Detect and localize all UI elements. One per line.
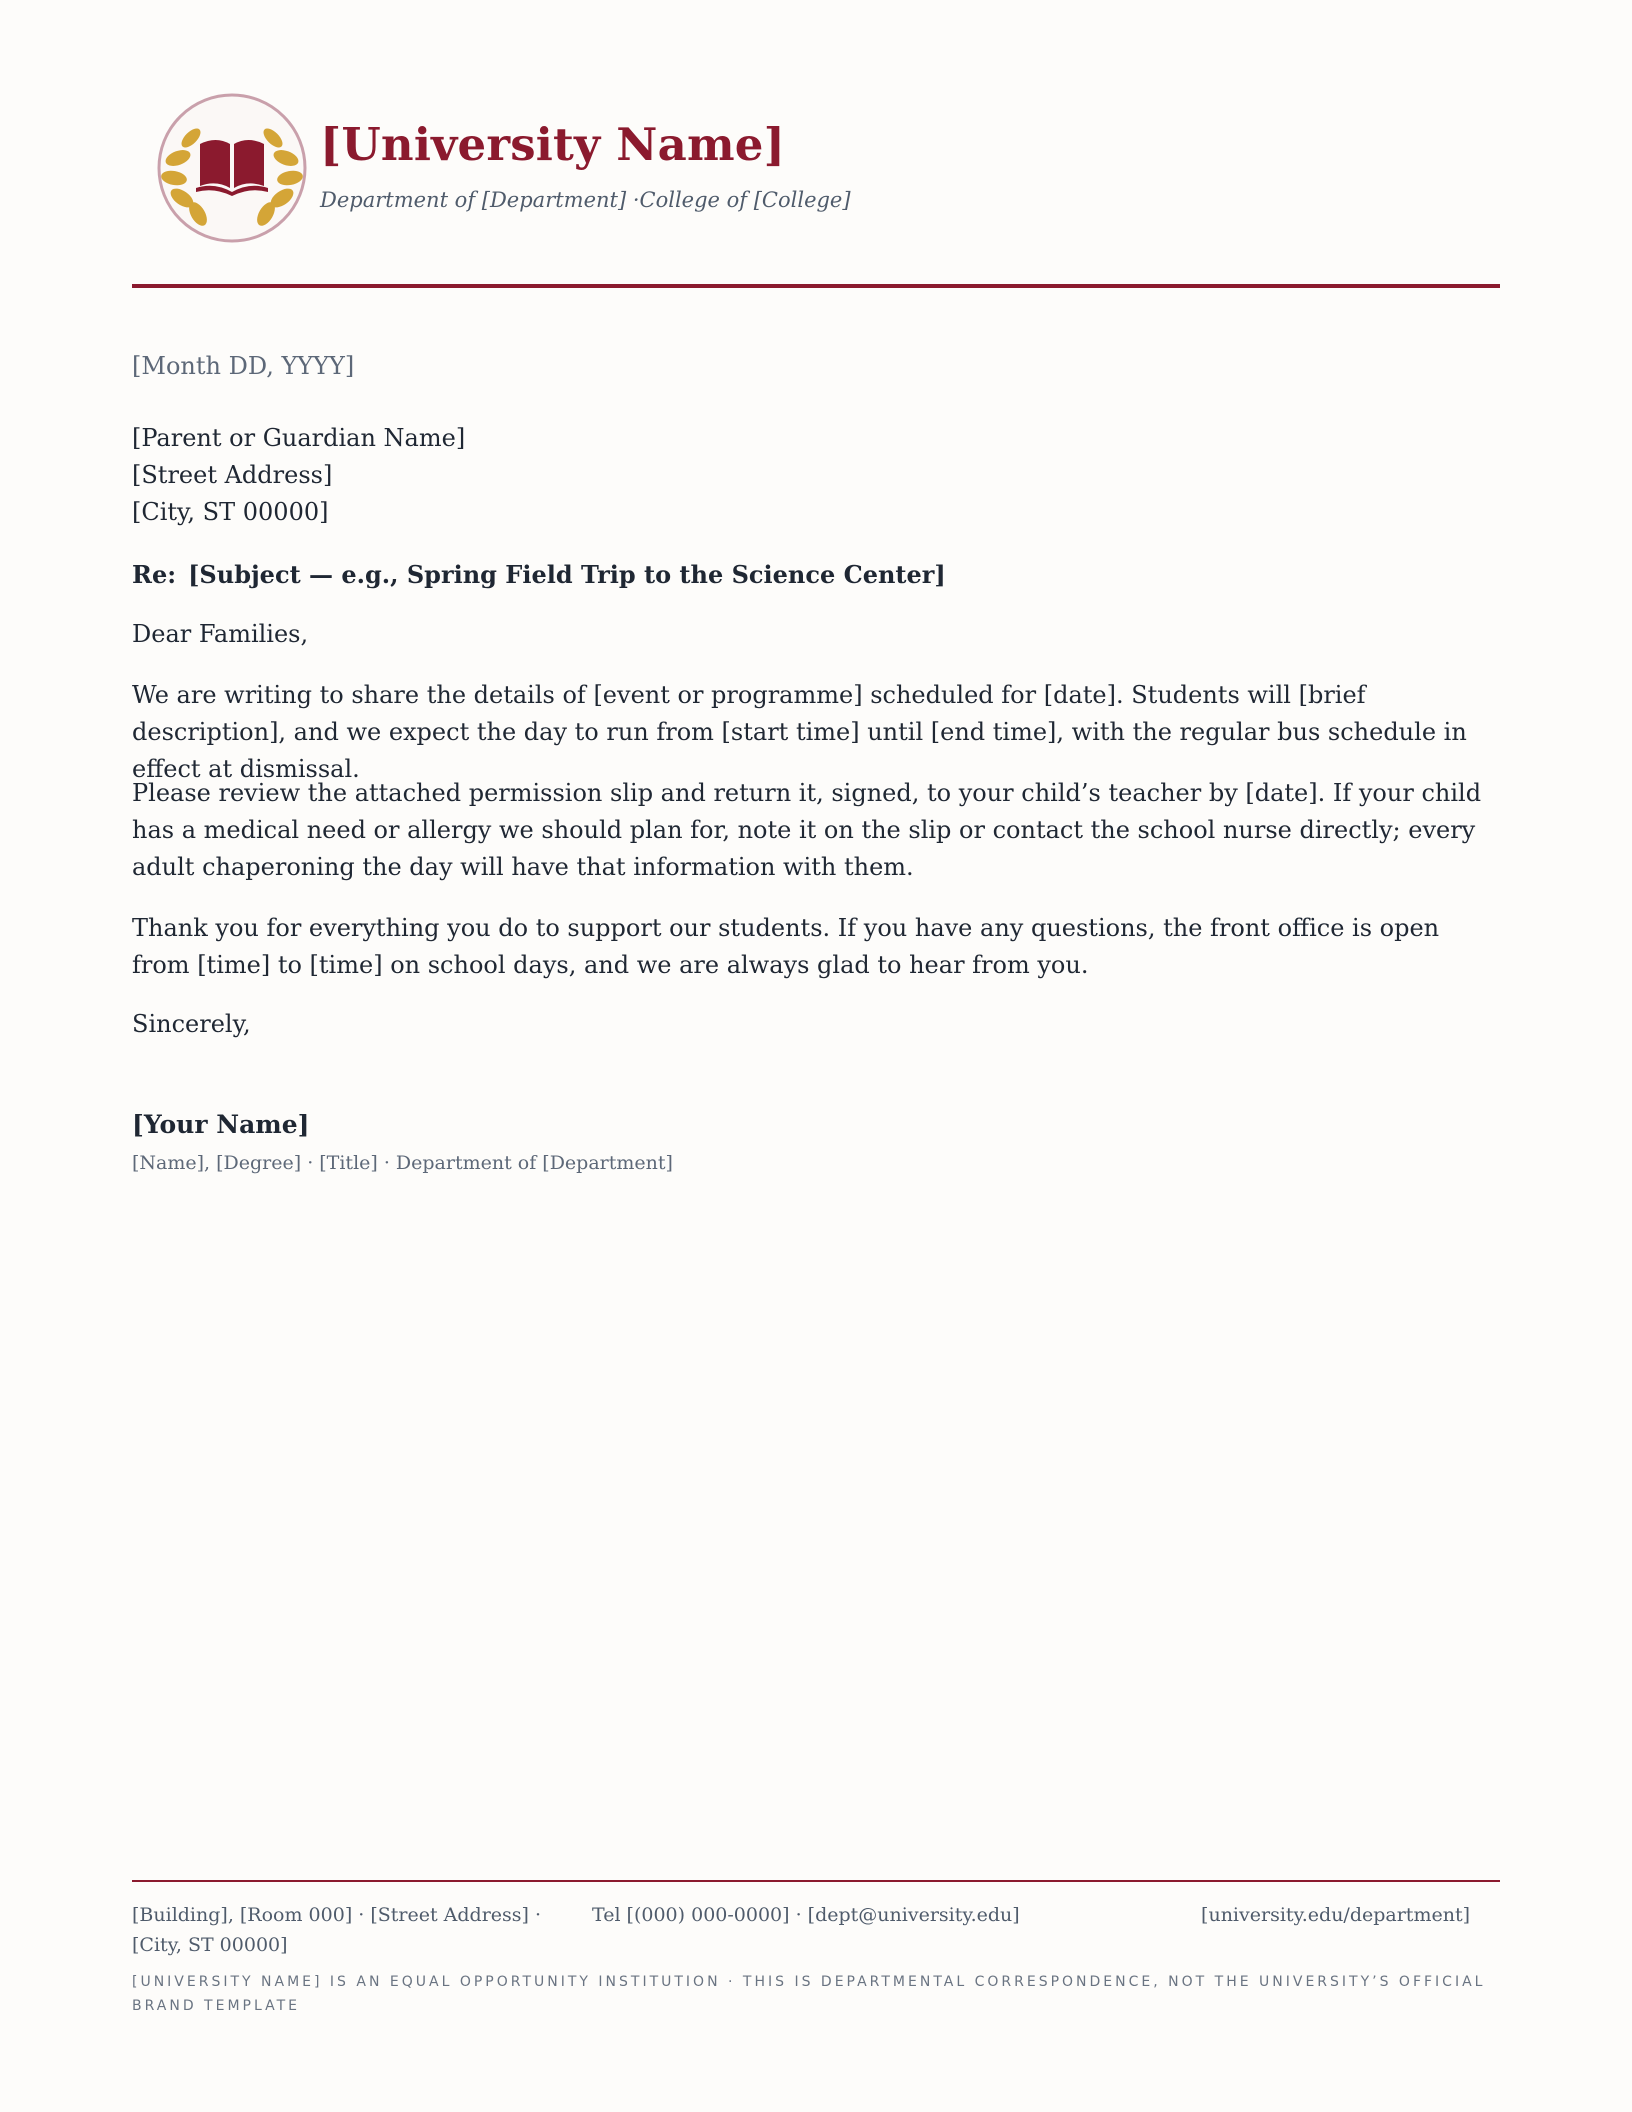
body-paragraph-2: Please review the attached permission slip and return it, signed, to your child’s teacher by [date]. If your child has a medical need or allergy we should plan for, note it on the slip or contact the school nurse directly; every adult chaperoning the day will have that information with them. bbox=[132, 779, 1482, 881]
university-seal-icon bbox=[156, 92, 308, 244]
recipient-city: [City, ST 00000] bbox=[132, 498, 329, 526]
subject-text: [Subject — e.g., Spring Field Trip to the Science Center] bbox=[188, 560, 946, 589]
footer-website: [university.edu/department] bbox=[1201, 1904, 1470, 1926]
subject-line bbox=[132, 560, 946, 589]
recipient-address-block bbox=[132, 420, 465, 531]
university-name: [University Name] bbox=[320, 118, 786, 171]
letterhead bbox=[132, 90, 1500, 250]
subject-prefix: Re: bbox=[132, 560, 177, 589]
footer-address: [Building], [Room 000] · [Street Address] · [City, ST 00000] bbox=[132, 1904, 542, 1956]
closing: Sincerely, bbox=[132, 1010, 251, 1038]
footer-equal-opportunity-notice: [UNIVERSITY NAME] IS AN EQUAL OPPORTUNITY INSTITUTION · THIS IS DEPARTMENTAL CORRESPONDENCE, NOT THE UNIVERSITY’S OFFICIAL BRAND TEMPLATE bbox=[132, 1974, 1486, 2014]
recipient-name: [Parent or Guardian Name] bbox=[132, 424, 466, 452]
department-college-line: Department of [Department] ·College of [College] bbox=[320, 188, 851, 212]
body-paragraph-3: Thank you for everything you do to support our students. If you have any questions, the front office is open from [time] to [time] on school days, and we are always glad to hear from you. bbox=[132, 914, 1440, 979]
recipient-street: [Street Address] bbox=[132, 461, 333, 489]
signature-title-line: [Name], [Degree] · [Title] · Department of [Department] bbox=[132, 1152, 673, 1174]
signature-name: [Your Name] bbox=[132, 1110, 310, 1139]
letterhead-divider bbox=[132, 284, 1500, 288]
footer-divider bbox=[132, 1880, 1500, 1882]
footer-contact: Tel [(000) 000-0000] · [dept@university.edu] bbox=[592, 1904, 1020, 1926]
letter-page bbox=[132, 0, 1500, 2112]
body-paragraph-1: We are writing to share the details of [event or programme] scheduled for [date]. Students will [brief description], and we expect the day to run from [start time] until [end time], with the regular bus schedule in effect at dismissal. bbox=[132, 681, 1467, 783]
salutation: Dear Families, bbox=[132, 620, 309, 648]
letter-date: [Month DD, YYYY] bbox=[132, 352, 355, 380]
